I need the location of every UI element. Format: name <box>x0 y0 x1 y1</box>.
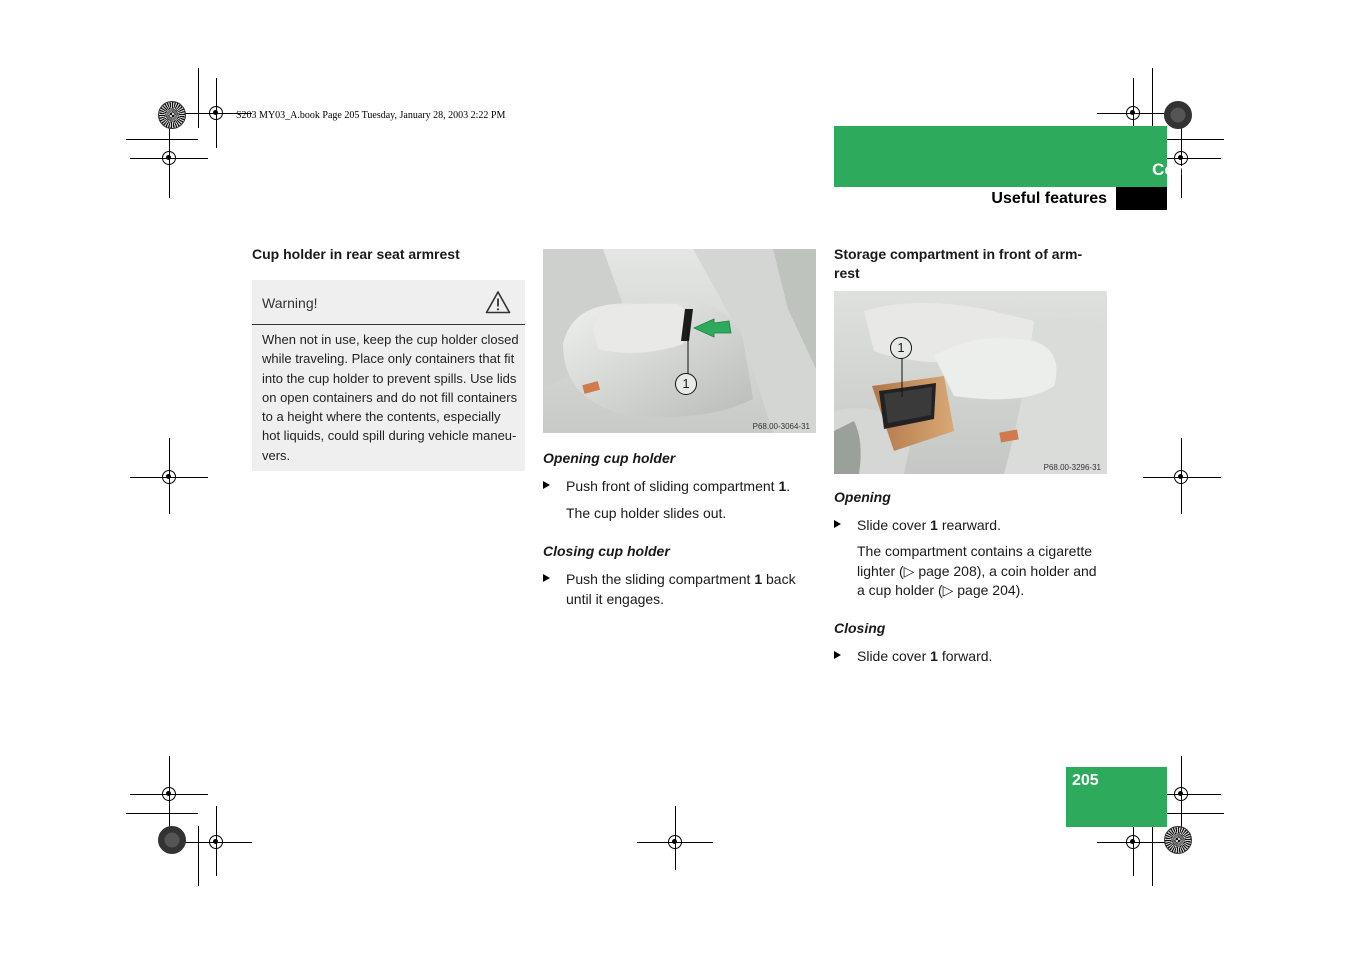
callout-ref: 1 <box>930 648 938 664</box>
warning-line: hot liquids, could spill during vehicle maneu- <box>262 428 517 444</box>
header-bar <box>834 126 1167 187</box>
info-line: lighter (▷ page 208), a coin holder and <box>857 562 1097 579</box>
color-wheel-top-left <box>158 101 186 129</box>
warning-line: into the cup holder to prevent spills. Use lids <box>262 370 517 386</box>
step-push-back <box>543 569 823 609</box>
storage-heading <box>834 245 1082 283</box>
bullet-arrow-icon <box>834 520 841 528</box>
warning-triangle-icon <box>485 290 511 314</box>
color-wheel-bottom-left <box>158 826 186 854</box>
step-text: until it engages. <box>566 591 665 607</box>
warning-line: vers. <box>262 447 291 463</box>
storage-illustration <box>834 291 1107 474</box>
color-wheel-top-right <box>1164 101 1192 129</box>
callout-1-marker: 1 <box>890 337 912 359</box>
armrest-photo <box>543 249 816 433</box>
armrest-illustration <box>543 249 816 433</box>
step-text: back <box>766 571 796 587</box>
bullet-arrow-icon <box>543 574 550 582</box>
warning-title: Warning! <box>262 295 318 311</box>
photo-code: P68.00-3296-31 <box>1043 463 1101 472</box>
step-slide-rearward <box>834 515 1114 535</box>
page-number: 205 <box>1072 772 1099 789</box>
opening-heading: Opening <box>834 489 891 505</box>
bullet-arrow-icon <box>543 481 550 489</box>
step-push-front <box>543 476 823 496</box>
info-line: The compartment contains a cigarette <box>857 543 1093 559</box>
info-line: a cup holder (▷ page 204). <box>857 582 1025 598</box>
color-wheel-bottom-right <box>1164 826 1192 854</box>
header-marker <box>1116 187 1167 210</box>
cup-holder-heading: Cup holder in rear seat armrest <box>252 246 460 262</box>
callout-ref: 1 <box>930 517 938 533</box>
callout-ref: 1 <box>778 478 787 494</box>
closing-cup-holder-heading: Closing cup holder <box>543 543 670 559</box>
step-text: rearward. <box>941 517 1001 533</box>
callout-ref: 1 <box>754 571 763 587</box>
warning-line: while traveling. Place only containers that fit <box>262 351 515 367</box>
warning-line: to a height where the contents, especially <box>262 409 501 425</box>
step-text: Push the sliding compartment <box>566 571 751 587</box>
step-text: forward. <box>941 648 993 664</box>
chapter-title: Controls in detail <box>1152 160 1291 179</box>
photo-code: P68.00-3064-31 <box>752 422 810 431</box>
warning-line: When not in use, keep the cup holder closed <box>262 332 519 347</box>
step-slide-forward <box>834 646 1114 666</box>
step-text: Slide cover <box>857 648 927 664</box>
section-title: Useful features <box>991 190 1107 207</box>
storage-photo <box>834 291 1107 474</box>
step-text: Slide cover <box>857 517 927 533</box>
storage-heading-line: rest <box>834 265 860 281</box>
warning-line: on open containers and do not fill containers <box>262 389 518 405</box>
bullet-arrow-icon <box>834 651 841 659</box>
storage-heading-line: Storage compartment in front of arm- <box>834 246 1083 262</box>
compartment-contents <box>857 542 1097 601</box>
step-text: Push front of sliding compartment <box>566 478 775 494</box>
cup-holder-result: The cup holder slides out. <box>566 505 727 521</box>
warning-header <box>252 280 525 325</box>
callout-1-marker: 1 <box>675 373 697 395</box>
step-text-end: . <box>786 478 791 494</box>
closing-heading: Closing <box>834 620 886 636</box>
opening-cup-holder-heading: Opening cup holder <box>543 450 676 466</box>
file-info: S203 MY03_A.book Page 205 Tuesday, January 28, 2003 2:22 PM <box>236 110 506 121</box>
warning-box <box>252 280 525 471</box>
warning-text <box>262 330 520 465</box>
